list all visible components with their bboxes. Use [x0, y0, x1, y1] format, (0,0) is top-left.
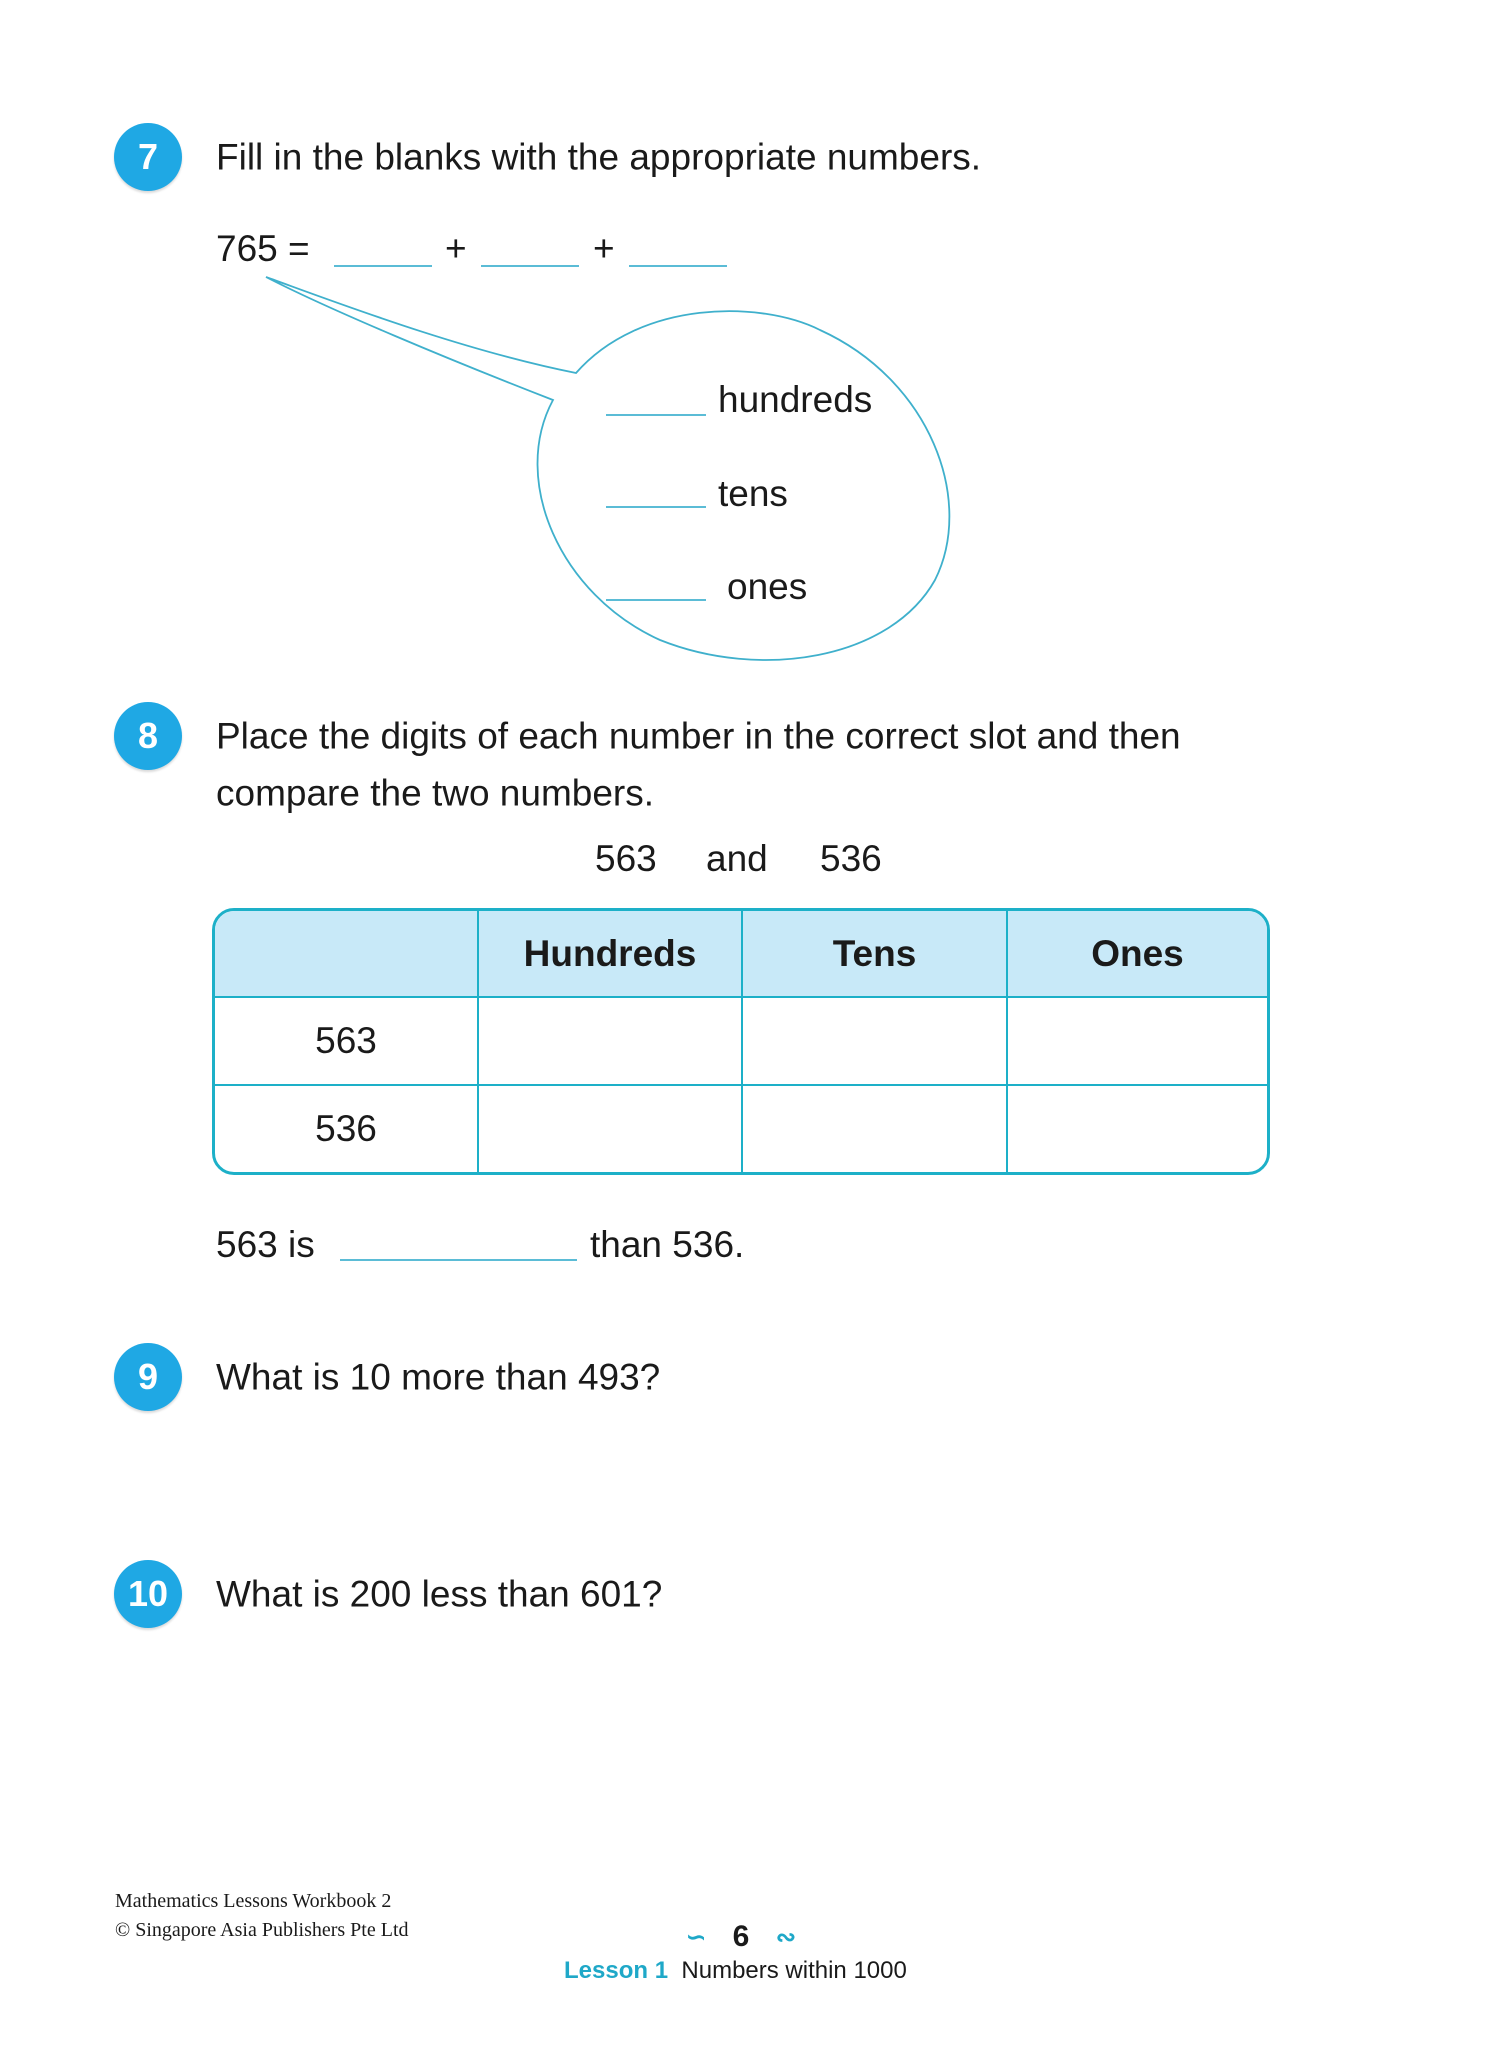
number-b: 536: [820, 838, 882, 879]
row-label: 536: [215, 1086, 479, 1172]
book-title: Mathematics Lessons Workbook 2: [115, 1890, 392, 1912]
table-header-row: [215, 911, 1267, 998]
plus-sign: +: [445, 228, 467, 269]
table-row: [215, 998, 1267, 1086]
plus-sign: +: [593, 228, 615, 269]
hundreds-cell[interactable]: [479, 1086, 743, 1172]
question-number-badge: 10: [114, 1560, 182, 1628]
question-number-badge: 7: [114, 123, 182, 191]
ones-cell[interactable]: [1008, 1086, 1267, 1172]
copyright: © Singapore Asia Publishers Pte Ltd: [115, 1919, 409, 1941]
comparison-end: than 536.: [590, 1224, 745, 1265]
question-prompt-line1: Place the digits of each number in the correct slot and then: [216, 715, 1181, 757]
flourish-right-icon: ∾: [775, 1923, 796, 1951]
flourish-left-icon: ∽: [686, 1923, 707, 1951]
table-row: [215, 1086, 1267, 1172]
header-hundreds: Hundreds: [479, 911, 743, 998]
tens-cell[interactable]: [743, 998, 1008, 1086]
hundreds-cell[interactable]: [479, 998, 743, 1086]
ones-label: ones: [727, 566, 808, 607]
hundreds-label: hundreds: [718, 379, 873, 420]
comparison-blank[interactable]: [340, 1259, 577, 1261]
ones-blank[interactable]: [606, 599, 706, 601]
number-a: 563: [595, 838, 657, 879]
question-prompt: Fill in the blanks with the appropriate numbers.: [216, 136, 982, 178]
lesson-title: Numbers within 1000: [681, 1957, 907, 1984]
equation-lhs: 765 =: [216, 228, 310, 269]
question-number-badge: 9: [114, 1343, 182, 1411]
question-number-badge: 8: [114, 702, 182, 770]
question-prompt: What is 10 more than 493?: [216, 1356, 661, 1398]
header-ones: Ones: [1008, 911, 1267, 998]
answer-blank[interactable]: [334, 265, 432, 267]
and-text: and: [706, 838, 768, 879]
row-label: 563: [215, 998, 479, 1086]
lesson-label: Lesson 1: [564, 1957, 669, 1984]
answer-blank[interactable]: [481, 265, 579, 267]
answer-blank[interactable]: [629, 265, 727, 267]
page-number: 6: [732, 1920, 750, 1953]
comparison-start: 563 is: [216, 1224, 315, 1265]
hundreds-blank[interactable]: [606, 414, 706, 416]
header-tens: Tens: [743, 911, 1008, 998]
question-prompt: What is 200 less than 601?: [216, 1573, 663, 1615]
lesson-line: [564, 1957, 907, 1985]
question-prompt-line2: compare the two numbers.: [216, 772, 655, 814]
header-cell: [215, 911, 479, 998]
ones-cell[interactable]: [1008, 998, 1267, 1086]
page-number-block: [686, 1920, 796, 1954]
tens-label: tens: [718, 473, 788, 514]
place-value-table: [212, 908, 1270, 1175]
tens-blank[interactable]: [606, 506, 706, 508]
tens-cell[interactable]: [743, 1086, 1008, 1172]
